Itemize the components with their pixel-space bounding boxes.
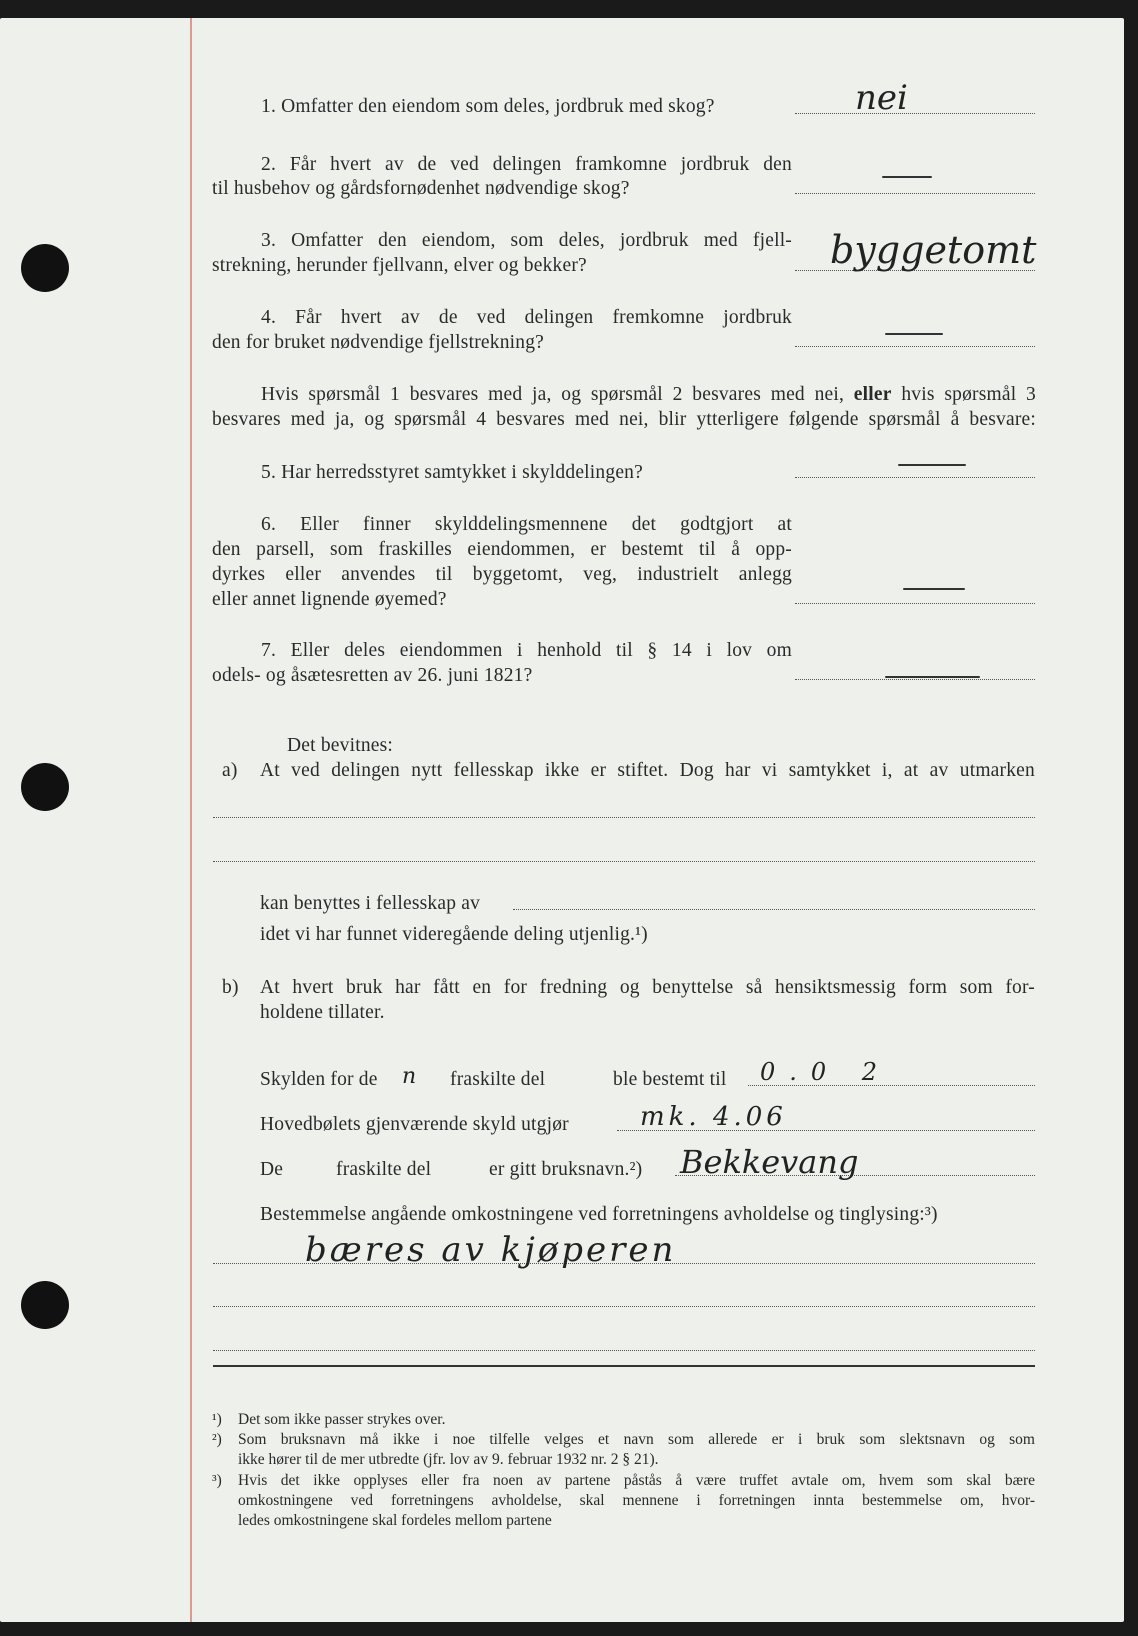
de-label-2: fraskilte del: [336, 1159, 432, 1180]
fill-line: [213, 861, 1035, 862]
question-4: 4. Får hvert av de ved delingen fremkomne jordbruk: [261, 307, 793, 328]
answer-line-5: [795, 477, 1035, 478]
omk-label: Bestemmelse angående omkostningene ved forretningens avholdelse og tinglysing:³): [260, 1204, 938, 1225]
certify-b-label: b): [222, 977, 239, 998]
footnote-3-line-3: ledes omkostningene skal fordeles mellom partene: [238, 1512, 552, 1529]
question-6-line-4: eller annet lignende øyemed?: [212, 589, 447, 610]
footnote-2-line-2: ikke hører til de mer utbredte (jfr. lov av 9. februar 1932 nr. 2 § 21).: [238, 1451, 659, 1468]
skyld-label-3: ble bestemt til: [613, 1069, 727, 1090]
certify-a-text: At ved delingen nytt fellesskap ikke er stiftet. Dog har vi samtykket i, at av utmarken: [260, 760, 1035, 781]
answer-line-2: [795, 193, 1035, 194]
footnote-2-mark: ²): [212, 1431, 222, 1448]
de-label: De: [260, 1159, 284, 1180]
fill-line: [213, 1350, 1035, 1351]
question-6-line-2: den parsell, som fraskilles eiendommen, er bestemt til å opp-: [212, 539, 792, 560]
question-4-line-2: den for bruket nødvendige fjellstrekning?: [212, 332, 545, 353]
question-7: 7. Eller deles eiendommen i henhold til § 14 i lov om: [261, 640, 792, 661]
skyld-label-2: fraskilte del: [450, 1069, 546, 1090]
question-2-line-2: til husbehov og gårdsfornødenhet nødvendige skog?: [212, 178, 630, 199]
hoved-label: Hovedbølets gjenværende skyld utgjør: [260, 1114, 569, 1135]
answer-4-dash: [885, 333, 943, 335]
question-6: 6. Eller finner skylddelingsmennene det godtgjort at: [261, 514, 792, 535]
answer-line-1: [795, 113, 1035, 114]
answer-7-dash: [885, 676, 980, 678]
answer-6-dash: [903, 588, 965, 590]
answer-line-7: [795, 679, 1035, 680]
punch-hole: [21, 763, 69, 811]
skyld-hw-suffix: n: [402, 1064, 417, 1089]
answer-5-dash: [898, 464, 966, 466]
instruction-line-1: Hvis spørsmål 1 besvares med ja, og spørsmål 2 besvares med nei, eller hvis spørsmål 3: [261, 384, 1036, 405]
fill-line: [213, 817, 1035, 818]
footnote-3-mark: ³): [212, 1472, 222, 1489]
footnote-1-mark: ¹): [212, 1411, 222, 1428]
fill-line: [213, 1306, 1035, 1307]
punch-hole: [21, 244, 69, 292]
certify-b-line-2: holdene tillater.: [260, 1002, 385, 1023]
footnote-3-line-2: omkostningene ved forretningens avholdelse, skal mennene i forretningen innta bestemmelse om, hvor-: [238, 1492, 1035, 1509]
certify-a-label: a): [222, 760, 238, 781]
de-label-3: er gitt bruksnavn.²): [489, 1159, 643, 1180]
question-7-line-2: odels- og åsætesretten av 26. juni 1821?: [212, 665, 533, 686]
footnote-2-line-1: Som bruksnavn må ikke i noe tilfelle velges et navn som allerede er i bruk som slektsnavn og som: [238, 1431, 1035, 1448]
answer-line-6: [795, 603, 1035, 604]
question-3-line-2: strekning, herunder fjellvann, elver og bekker?: [212, 255, 587, 276]
punch-hole: [21, 1281, 69, 1329]
omk-value: bæres av kjøperen: [305, 1230, 677, 1270]
further-text: idet vi har funnet videregående deling utjenlig.¹): [260, 924, 648, 945]
question-3: 3. Omfatter den eiendom, som deles, jordbruk med fjell-: [261, 230, 792, 251]
footnote-separator: [213, 1365, 1035, 1367]
shared-fill-line: [513, 909, 1035, 910]
hoved-value: mk. 4.06: [640, 1102, 787, 1132]
margin-line: [190, 18, 192, 1622]
question-6-line-3: dyrkes eller anvendes til byggetomt, veg, industrielt anlegg: [212, 564, 792, 585]
answer-1: nei: [855, 78, 908, 118]
answer-2-dash: [882, 176, 932, 178]
document-page: [0, 18, 1124, 1622]
instruction-line-2: besvares med ja, og spørsmål 4 besvares med nei, blir ytterligere følgende spørsmål å besvare:: [212, 409, 1036, 430]
answer-line-4: [795, 346, 1035, 347]
footnote-3-line-1: Hvis det ikke opplyses eller fra noen av partene påstås å være truffet avtale om, hvem som skal bære: [238, 1472, 1035, 1489]
shared-label: kan benyttes i fellesskap av: [260, 893, 481, 914]
footnote-1: Det som ikke passer strykes over.: [238, 1411, 446, 1428]
bruksnavn-value: Bekkevang: [680, 1143, 859, 1181]
skyld-value: 0.0 2: [760, 1058, 892, 1086]
answer-3: byggetomt: [830, 228, 1037, 272]
question-2: 2. Får hvert av de ved delingen framkomne jordbruk den: [261, 154, 792, 175]
question-1: 1. Omfatter den eiendom som deles, jordbruk med skog?: [261, 96, 715, 117]
question-5: 5. Har herredsstyret samtykket i skylddelingen?: [261, 462, 643, 483]
certify-heading: Det bevitnes:: [287, 735, 394, 756]
certify-b-line-1: At hvert bruk har fått en for fredning og benyttelse så hensiktsmessig form som for-: [260, 977, 1035, 998]
skyld-label: Skylden for de: [260, 1069, 378, 1090]
